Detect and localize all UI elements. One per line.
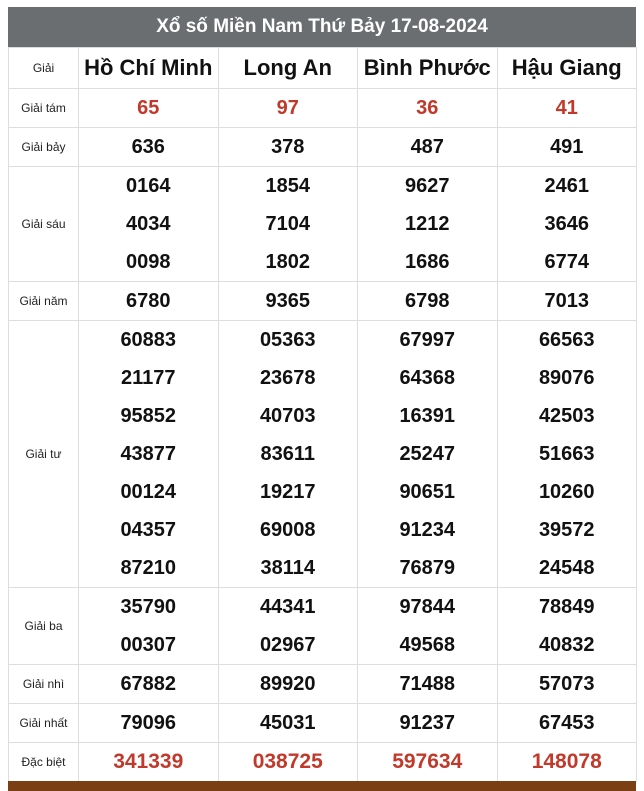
prize-cell — [358, 89, 498, 128]
prize-cell — [218, 321, 358, 588]
prize-number: 00124 — [120, 481, 177, 503]
prize-number: 78849 — [538, 596, 595, 618]
prize-number: 69008 — [259, 519, 316, 541]
prize-number: 7013 — [544, 290, 589, 312]
province-header[interactable]: Hồ Chí Minh — [79, 48, 219, 89]
prize-cell — [218, 89, 358, 128]
prize-number: 3646 — [544, 213, 589, 235]
prize-number: 67882 — [120, 673, 177, 695]
prize-number: 95852 — [120, 405, 177, 427]
prize-number: 79096 — [120, 712, 177, 734]
prize-row — [9, 588, 637, 665]
prize-row — [9, 167, 637, 282]
prize-cell — [79, 282, 219, 321]
prize-number: 89920 — [259, 673, 316, 695]
prize-number: 49568 — [399, 634, 456, 656]
prize-label: Đặc biệt — [9, 743, 79, 782]
prize-number: 21177 — [120, 367, 176, 389]
prize-number: 2461 — [544, 175, 589, 197]
prize-number: 67453 — [538, 712, 595, 734]
prize-number: 148078 — [531, 750, 602, 773]
prize-cell — [79, 89, 219, 128]
prize-number: 0098 — [126, 251, 171, 273]
prize-number: 378 — [271, 136, 305, 158]
prize-number: 65 — [137, 97, 160, 119]
prize-number: 39572 — [538, 519, 595, 541]
prize-row — [9, 704, 637, 743]
prize-label: Giải tám — [9, 89, 79, 128]
prize-number: 76879 — [399, 557, 456, 579]
prize-cell — [358, 282, 498, 321]
prize-label: Giải bảy — [9, 128, 79, 167]
prize-cell — [497, 321, 637, 588]
prize-number: 23678 — [259, 367, 316, 389]
prize-number: 05363 — [259, 329, 316, 351]
prize-number: 51663 — [538, 443, 595, 465]
province-header[interactable]: Bình Phước — [358, 48, 498, 89]
province-header[interactable]: Hậu Giang — [497, 48, 637, 89]
prize-number: 597634 — [392, 750, 463, 773]
prize-number: 91237 — [399, 712, 456, 734]
header-row — [9, 48, 637, 89]
prize-number: 491 — [550, 136, 584, 158]
prize-number: 19217 — [259, 481, 316, 503]
prize-cell — [218, 282, 358, 321]
prize-number: 71488 — [399, 673, 456, 695]
prize-number: 44341 — [259, 596, 316, 618]
prize-number: 83611 — [260, 443, 315, 465]
prize-row — [9, 321, 637, 588]
prize-number: 4034 — [126, 213, 171, 235]
prize-number: 1802 — [265, 251, 310, 273]
prize-label: Giải ba — [9, 588, 79, 665]
prize-row — [9, 743, 637, 782]
prize-cell — [497, 167, 637, 282]
prize-number: 40832 — [538, 634, 595, 656]
prize-number: 97 — [276, 97, 299, 119]
prize-number: 341339 — [113, 750, 184, 773]
prize-number: 97844 — [399, 596, 456, 618]
prize-cell — [218, 665, 358, 704]
prize-number: 6798 — [405, 290, 450, 312]
prize-cell — [358, 167, 498, 282]
prize-number: 42503 — [538, 405, 595, 427]
prize-number: 04357 — [120, 519, 177, 541]
prize-row — [9, 128, 637, 167]
prize-number: 41 — [555, 97, 578, 119]
prize-label: Giải năm — [9, 282, 79, 321]
prize-number: 1854 — [265, 175, 310, 197]
prize-cell — [497, 128, 637, 167]
prize-cell — [358, 128, 498, 167]
prize-cell — [497, 89, 637, 128]
prize-label: Giải nhì — [9, 665, 79, 704]
prize-number: 9365 — [265, 290, 310, 312]
prize-number: 87210 — [120, 557, 177, 579]
prize-cell — [218, 743, 358, 782]
prize-number: 25247 — [399, 443, 456, 465]
prize-row — [9, 282, 637, 321]
prize-number: 6774 — [544, 251, 589, 273]
prize-number: 60883 — [120, 329, 177, 351]
prize-number: 67997 — [399, 329, 456, 351]
prize-cell — [497, 704, 637, 743]
prize-cell — [79, 321, 219, 588]
prize-number: 02967 — [259, 634, 316, 656]
prize-number: 24548 — [538, 557, 595, 579]
prize-cell — [218, 167, 358, 282]
prize-number: 45031 — [259, 712, 316, 734]
prize-label: Giải nhất — [9, 704, 79, 743]
prize-row — [9, 89, 637, 128]
prize-number: 636 — [131, 136, 165, 158]
prize-row — [9, 665, 637, 704]
prize-column-header: Giải — [9, 48, 79, 89]
prize-cell — [358, 743, 498, 782]
prize-cell — [79, 743, 219, 782]
prize-number: 91234 — [399, 519, 456, 541]
page-title: Xổ số Miền Nam Thứ Bảy 17-08-2024 — [8, 7, 636, 47]
prize-cell — [497, 282, 637, 321]
prize-number: 36 — [416, 97, 439, 119]
prize-cell — [79, 704, 219, 743]
prize-number: 38114 — [260, 557, 315, 579]
prize-cell — [358, 665, 498, 704]
prize-number: 00307 — [120, 634, 177, 656]
prize-number: 9627 — [405, 175, 450, 197]
prize-number: 487 — [410, 136, 444, 158]
prize-number: 43877 — [120, 443, 177, 465]
prize-cell — [358, 321, 498, 588]
prize-number: 7104 — [265, 213, 310, 235]
prize-cell — [79, 128, 219, 167]
prize-number: 6780 — [126, 290, 171, 312]
footer-bar — [8, 781, 636, 791]
prize-number: 10260 — [538, 481, 595, 503]
prize-number: 90651 — [399, 481, 456, 503]
prize-cell — [79, 665, 219, 704]
prize-number: 64368 — [399, 367, 456, 389]
province-header[interactable]: Long An — [218, 48, 358, 89]
prize-label: Giải sáu — [9, 167, 79, 282]
prize-number: 35790 — [120, 596, 177, 618]
prize-cell — [358, 588, 498, 665]
prize-number: 1212 — [405, 213, 450, 235]
prize-label: Giải tư — [9, 321, 79, 588]
prize-cell — [497, 588, 637, 665]
prize-number: 038725 — [252, 750, 323, 773]
prize-number: 0164 — [126, 175, 171, 197]
results-table — [8, 47, 637, 782]
prize-cell — [218, 128, 358, 167]
prize-number: 66563 — [538, 329, 595, 351]
prize-cell — [497, 665, 637, 704]
prize-number: 40703 — [259, 405, 316, 427]
prize-cell — [218, 704, 358, 743]
prize-cell — [79, 588, 219, 665]
prize-number: 1686 — [405, 251, 450, 273]
prize-number: 16391 — [399, 405, 456, 427]
prize-cell — [79, 167, 219, 282]
prize-cell — [218, 588, 358, 665]
prize-cell — [358, 704, 498, 743]
prize-number: 89076 — [538, 367, 595, 389]
prize-number: 57073 — [538, 673, 595, 695]
prize-cell — [497, 743, 637, 782]
